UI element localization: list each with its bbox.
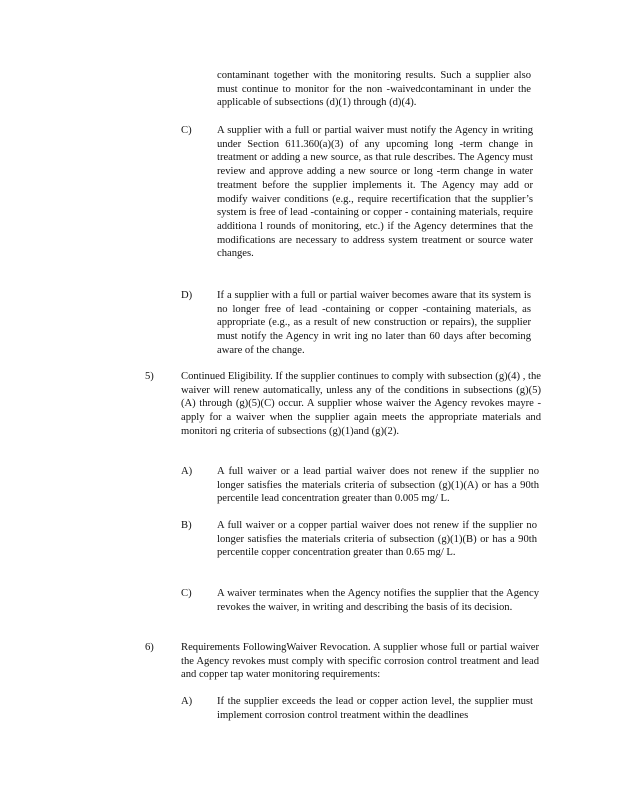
item-5-continued-eligibility-paragraph: Continued Eligibility. If the supplier continues to comply with subsection (g)(4) , the waiver will renew automatically, unless any of the conditions in subsections (g)(5)(A) through (g)(5)(C) occur. A supplier whose waiver the Agency revokes mayre - apply for a waiver when the supplier again meets the appropriate materials and monitori ng criteria of subsections (g)(1)and (g)(2).	[181, 371, 541, 437]
continuation-paragraph: contaminant together with the monitoring results. Such a supplier also must continue to monitor for the non -waivedcontaminant in under the applicable of subsections (d)(1) through (d)(4).	[217, 70, 531, 109]
item-label-d: D)	[181, 290, 193, 301]
item-5b-copper-waiver-paragraph: A full waiver or a copper partial waiver does not renew if the supplier no longer satisfies the materials criteria of subsection (g)(1)(B) or has a 90th percentile copper concentration greater than 0.65 mg/ L.	[217, 520, 537, 559]
item-d-lead-copper-aware-paragraph: If a supplier with a full or partial waiver becomes aware that its system is no longer free of lead -containing or copper -containing materials, as appropriate (e.g., as a result of new construction or repairs), the supplier must notify the Agency in writ ing no later than 60 days after becoming aware of the change.	[217, 290, 531, 356]
item-label-6: 6)	[145, 642, 154, 653]
item-label-5: 5)	[145, 371, 154, 382]
item-label-5b: B)	[181, 520, 192, 531]
item-c-waiver-notify-paragraph: A supplier with a full or partial waiver must notify the Agency in writing under Section 611.360(a)(3) of any upcoming long -term change in treatment or adding a new source, as that rule describes. The Agency must review and approve adding a new source or long -term change in water treatment before the supplier implements it. The Agency may add or modify waiver conditions (e.g., require recertification that the supplier’s system is free of lead -containing or copper - containing materials, require additiona l rounds of monitoring, etc.) if the Agency determines that the modifications are necessary to address system treatment or source water changes.	[217, 125, 533, 260]
item-6-waiver-revocation-paragraph: Requirements FollowingWaiver Revocation. A supplier whose full or partial waiver the Agency revokes must comply with specific corrosion control treatment and lead and copper tap water monitoring requirements:	[181, 642, 539, 681]
item-label-5a: A)	[181, 466, 193, 477]
item-5a-lead-waiver-paragraph: A full waiver or a lead partial waiver does not renew if the supplier no longer satisfies the materials criteria of subsection (g)(1)(A) or has a 90th percentile lead concentration greater than 0.005 mg/ L.	[217, 466, 539, 505]
item-label-c: C)	[181, 125, 192, 136]
item-label-5c: C)	[181, 588, 192, 599]
item-6a-action-level-paragraph: If the supplier exceeds the lead or copper action level, the supplier must implement corrosion control treatment within the deadlines	[217, 696, 533, 721]
item-label-6a: A)	[181, 696, 193, 707]
item-5c-waiver-terminates-paragraph: A waiver terminates when the Agency notifies the supplier that the Agency revokes the waiver, in writing and describing the basis of its decision.	[217, 588, 539, 613]
